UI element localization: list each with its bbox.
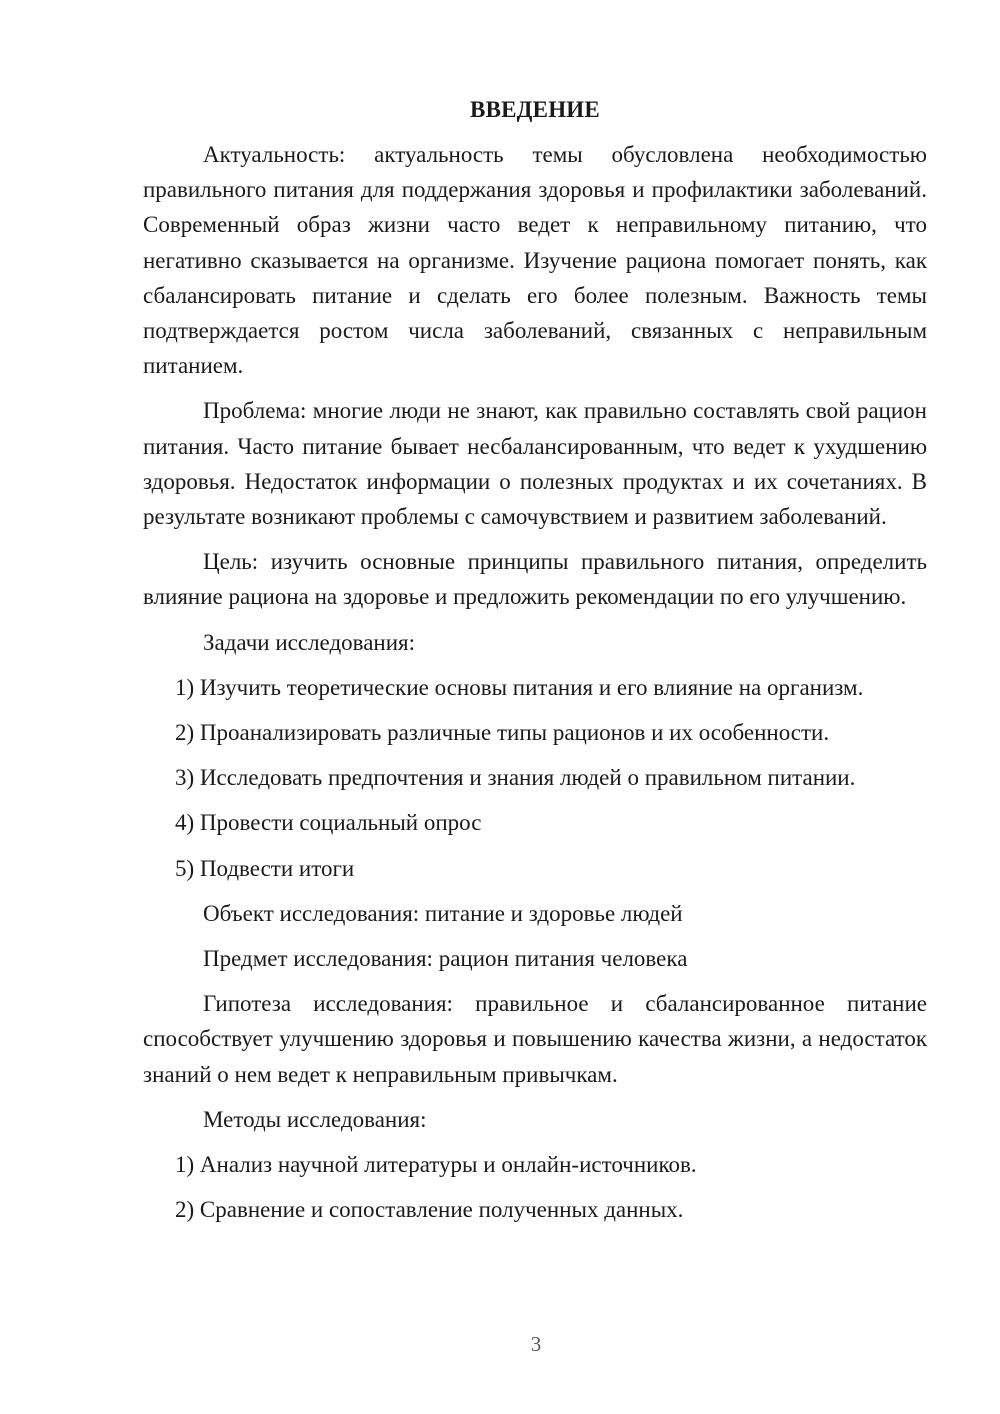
subject-paragraph: Предмет исследования: рацион питания человека: [203, 946, 688, 972]
page-content: [143, 92, 927, 1237]
hypothesis-paragraph: Гипотеза исследования: правильное и сбалансированное питание способствует улучшению здоровья и повышению качества жизни, а недостаток знаний о нем ведет к неправильным привычкам.: [143, 991, 927, 1087]
method-item: 2) Сравнение и сопоставление полученных данных.: [175, 1197, 684, 1223]
method-item: 1) Анализ научной литературы и онлайн-источников.: [175, 1152, 697, 1178]
problem-paragraph: Проблема: многие люди не знают, как правильно составлять свой рацион питания. Часто питание бывает несбалансированным, что ведет к ухудшению здоровья. Недостаток информации о полезных продуктах и их сочетаниях. В результате возникают проблемы с самочувствием и развитием заболеваний.: [143, 398, 927, 530]
task-item: 2) Проанализировать различные типы рационов и их особенности.: [175, 720, 830, 746]
relevance-paragraph: Актуальность: актуальность темы обусловлена необходимостью правильного питания для поддержания здоровья и профилактики заболеваний. Современный образ жизни часто ведет к неправильному питанию, что негативно сказывается на организме. Изучение рациона помогает понять, как сбалансировать питание и сделать его более полезным. Важность темы подтверждается ростом числа заболеваний, связанных с неправильным питанием.: [143, 142, 927, 379]
methods-list: [143, 1147, 927, 1227]
task-item: 4) Провести социальный опрос: [175, 810, 482, 836]
tasks-heading: Задачи исследования:: [203, 629, 416, 655]
object-paragraph: Объект исследования: питание и здоровье людей: [203, 900, 683, 926]
page-number: 3: [530, 1332, 542, 1356]
goal-paragraph: Цель: изучить основные принципы правильного питания, определить влияние рациона на здоровье и предложить рекомендации по его улучшению.: [143, 549, 927, 610]
task-item: 5) Подвести итоги: [175, 855, 355, 881]
tasks-list: [143, 670, 927, 886]
methods-heading: Методы исследования:: [203, 1106, 427, 1132]
section-title: ВВЕДЕНИЕ: [470, 97, 600, 122]
task-item: 1) Изучить теоретические основы питания и его влияние на организм.: [175, 674, 864, 700]
task-item: 3) Исследовать предпочтения и знания людей о правильном питании.: [175, 765, 856, 791]
